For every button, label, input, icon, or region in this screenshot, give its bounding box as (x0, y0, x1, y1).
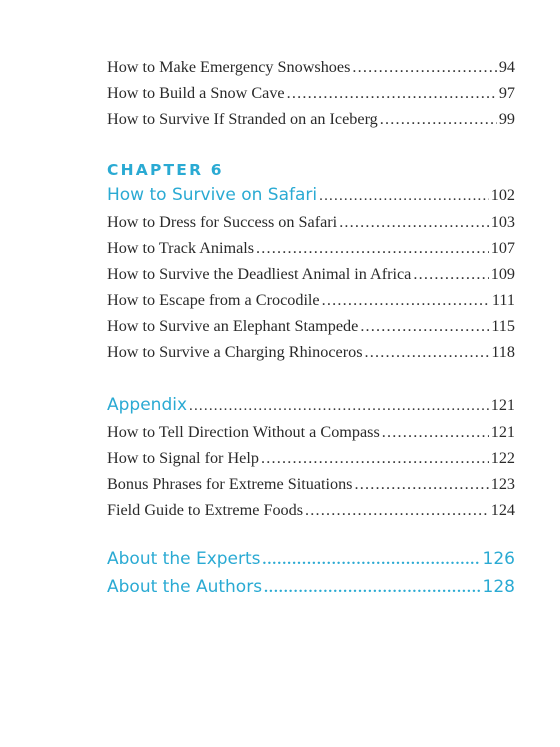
toc-entry-page: 121 (490, 423, 515, 441)
toc-entry-title: How to Escape from a Crocodile (107, 291, 320, 309)
about-authors-row[interactable] (107, 573, 515, 601)
toc-entry[interactable] (107, 497, 515, 523)
toc-entry[interactable] (107, 209, 515, 235)
appendix-page: 121 (490, 396, 515, 414)
about-experts-title: About the Experts (107, 549, 261, 569)
toc-entry-title: How to Build a Snow Cave (107, 84, 285, 102)
dot-leader (319, 182, 489, 210)
toc-entry[interactable] (107, 106, 515, 132)
dot-leader (382, 419, 489, 445)
about-authors-page: 128 (482, 577, 515, 597)
toc-entry[interactable] (107, 313, 515, 339)
chapter-label: CHAPTER 6 (107, 161, 224, 179)
toc-section-appendix (107, 391, 515, 523)
toc-entry-page: 122 (490, 449, 515, 467)
dot-leader (360, 313, 489, 339)
toc-entry[interactable] (107, 54, 515, 80)
dot-leader (354, 471, 488, 497)
toc-entry[interactable] (107, 445, 515, 471)
toc-entry-title: How to Survive a Charging Rhinoceros (107, 343, 363, 361)
toc-entry-title: How to Dress for Success on Safari (107, 213, 338, 231)
dot-leader (263, 546, 481, 574)
toc-entry-title: How to Signal for Help (107, 449, 259, 467)
toc-entry-title: How to Make Emergency Snowshoes (107, 58, 351, 76)
toc-entry[interactable] (107, 80, 515, 106)
toc-entry-title: How to Survive an Elephant Stampede (107, 317, 359, 335)
toc-section-chapter6 (107, 159, 515, 365)
toc-entry[interactable] (107, 261, 515, 287)
appendix-title-row[interactable] (107, 391, 515, 419)
toc-entry[interactable] (107, 339, 515, 365)
dot-leader (256, 235, 489, 261)
toc-entry-title: How to Survive the Deadliest Animal in Africa (107, 265, 412, 283)
dot-leader (365, 339, 490, 365)
about-experts-page: 126 (482, 549, 515, 569)
toc-entry-title: How to Track Animals (107, 239, 255, 257)
toc-entry[interactable] (107, 235, 515, 261)
toc-entry-title: Bonus Phrases for Extreme Situations (107, 475, 353, 493)
toc-entry[interactable] (107, 419, 515, 445)
appendix-title: Appendix (107, 395, 188, 415)
dot-leader (264, 574, 480, 602)
toc-entry-page: 111 (491, 291, 515, 309)
toc-entry-page: 99 (498, 110, 515, 128)
chapter-title: How to Survive on Safari (107, 185, 318, 205)
toc-entry-page: 97 (498, 84, 515, 102)
dot-leader (287, 80, 497, 106)
chapter-title-row[interactable] (107, 181, 515, 209)
toc-entry-page: 115 (491, 317, 515, 335)
dot-leader (261, 445, 489, 471)
dot-leader (339, 209, 489, 235)
dot-leader (352, 54, 496, 80)
about-experts-row[interactable] (107, 545, 515, 573)
toc-entry[interactable] (107, 287, 515, 313)
toc-entry-title: How to Tell Direction Without a Compass (107, 423, 380, 441)
toc-entry-page: 109 (490, 265, 515, 283)
dot-leader (380, 106, 497, 132)
dot-leader (322, 287, 490, 313)
toc-section-ice (107, 54, 515, 132)
toc-entry-title: How to Survive If Stranded on an Iceberg (107, 110, 378, 128)
toc-entry-page: 107 (490, 239, 515, 257)
toc-entry-page: 118 (491, 343, 515, 361)
chapter-page: 102 (490, 186, 515, 204)
toc-entry-page: 103 (490, 213, 515, 231)
toc-section-about (107, 545, 515, 601)
toc-entry-title: Field Guide to Extreme Foods (107, 501, 304, 519)
toc-entry-page: 123 (490, 475, 515, 493)
toc-entry-page: 94 (498, 58, 515, 76)
dot-leader (413, 261, 488, 287)
about-authors-title: About the Authors (107, 577, 263, 597)
toc-entry-page: 124 (490, 501, 515, 519)
dot-leader (189, 392, 489, 420)
toc-entry[interactable] (107, 471, 515, 497)
dot-leader (305, 497, 489, 523)
